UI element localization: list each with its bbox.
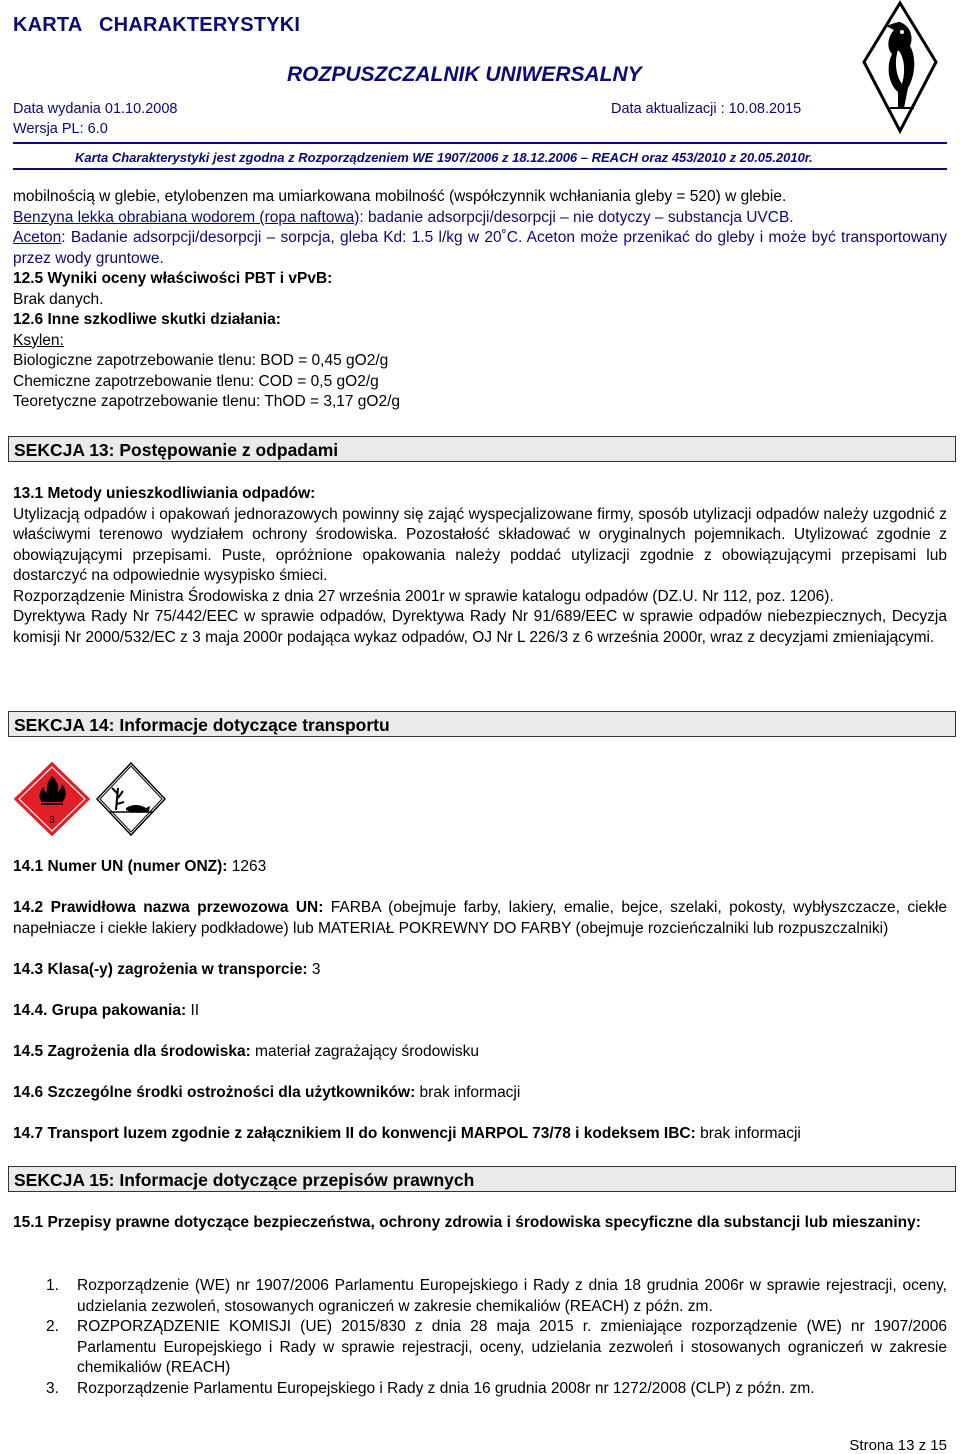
product-name: ROZPUSZCZALNIK UNIWERSALNY [287,63,642,86]
value-14-3: 3 [307,960,321,978]
heading-12-6: 12.6 Inne szkodliwe skutki działania: [13,311,281,328]
header-rule-top [13,142,947,144]
heading-14-4: 14.4. Grupa pakowania: [13,1001,187,1019]
no-data-text: Brak danych. [13,290,104,308]
item-14-7 [13,1124,947,1145]
section-14-content [13,857,947,1144]
flame-class-label: 3 [49,815,55,826]
section-13-content [13,484,947,648]
waste-paragraph-3: Dyrektywa Rady Nr 75/442/EEC w sprawie odpadów, Dyrektywa Rady Nr 91/689/EEC w sprawie odpadów niebezpiecznych, Decyzja komisji Nr 2000/532/EC z 3 maja 2000r podająca wykaz odpadów, OJ Nr L 226/3 z 6 września 2000r, wraz z decyzjami zmieniającymi. [13,608,947,646]
item-14-2 [13,898,947,939]
section-15-header: SEKCJA 15: Informacje dotyczące przepisów prawnych [8,1166,956,1192]
section-15-content [13,1213,947,1234]
regulations-list [13,1276,947,1399]
heading-14-1: 14.1 Numer UN (numer ONZ): [13,858,228,875]
cod-text: Chemiczne zapotrzebowanie tlenu: COD = 0,5 gO2/g [13,372,379,390]
list-item-number: 3. [46,1379,59,1397]
item-14-6 [13,1083,947,1104]
waste-paragraph-1: Utylizacją odpadów i opakowań jednorazowych powinny się zająć wyspecjalizowane firmy, sposób utylizacji odpadów należy uzgodnić z właściwymi terenowo wydziałem ochrony środowiska. Pozostałość składować w oryginalnych pojemnikach. Utylizować zgodnie z obowiązującymi przepisami. Puste, opróżnione opakowania należy poddać utylizacji zgodnie z obowiązującymi przepisami lub dostarczyć na odpowiednie wysypisko śmieci. [13,505,947,584]
mobility-text: mobilnością w glebie, etylobenzen ma umiarkowana mobilność (współczynnik wchłaniania gleby = 520) w glebie. [13,188,787,205]
heading-13-1: 13.1 Metody unieszkodliwiania odpadów: [13,485,316,502]
list-item [13,1379,947,1400]
update-date: Data aktualizacji : 10.08.2015 [611,101,802,117]
heading-14-2: 14.2 Prawidłowa nazwa przewozowa UN: [13,899,324,916]
list-item-text: Rozporządzenie Parlamentu Europejskiego i Rady z dnia 16 grudnia 2008r nr 1272/2008 (CLP) z późn. zm. [77,1379,815,1397]
benzyna-text: : badanie adsorpcji/desorpcji – nie dotyczy – substancja UVCB. [359,208,794,226]
heading-14-6: 14.6 Szczególne środki ostrożności dla użytkowników: [13,1083,416,1101]
flammable-pictogram-icon [12,760,92,838]
list-item [13,1317,947,1379]
value-14-2: FARBA (obejmuje farby, lakiery, emalie, bejce, szelaki, pokosty, wybłyszczacze, ciekłe napełniacze i ciekłe lakiery podkładowe) lub MATERIAŁ POKREWNY DO FARBY (obejmuje rozcieńczalniki lub rozpuszczalniki) [13,899,947,937]
regulation-note: Karta Charakterystyki jest zgodna z Rozporządzeniem WE 1907/2006 z 18.12.2006 – REACH oraz 453/2010 z 20.05.2010r. [75,150,813,165]
version: Wersja PL: 6.0 [13,121,108,137]
list-item-number: 2. [46,1318,59,1335]
heading-12-5: 12.5 Wyniki oceny właściwości PBT i vPvB: [13,270,333,287]
page-number: Strona 13 z 15 [849,1437,947,1454]
environment-hazard-icon [96,762,166,836]
thod-text: Teoretyczne zapotrzebowanie tlenu: ThOD = 3,17 gO2/g [13,393,401,410]
list-item-text: ROZPORZĄDZENIE KOMISJI (UE) 2015/830 z dnia 28 maja 2015 r. zmieniające rozporządzenie (WE) nr 1907/2006 Parlamentu Europejskiego i Rady w sprawie rejestracji, oceny, udzielania zezwoleń i stosowanych ograniczeń w zakresie chemikaliów (REACH) [77,1318,947,1376]
list-item-text: Rozporządzenie (WE) nr 1907/2006 Parlamentu Europejskiego i Rady z dnia 18 grudnia 2006r w sprawie rejestracji, oceny, udzielania zezwoleń, stosowanych ograniczeń w zakresie chemikaliów (REACH) z późn. zm. [77,1277,947,1315]
section-12-content [13,187,947,413]
item-14-1 [13,857,947,878]
company-logo [860,0,940,136]
issue-date: Data wydania 01.10.2008 [13,101,178,117]
benzyna-label: Benzyna lekka obrabiana wodorem (ropa naftowa) [13,208,360,226]
bod-text: Biologiczne zapotrzebowanie tlenu: BOD = 0,45 gO2/g [13,352,389,369]
aceton-label: Aceton [13,229,62,246]
aceton-paragraph [13,228,947,269]
value-14-1: 1263 [227,858,267,875]
list-item [13,1276,947,1317]
heading-15-1: 15.1 Przepisy prawne dotyczące bezpieczeństwa, ochrony zdrowia i środowiska specyficzne dla substancji lub mieszaniny: [13,1214,921,1231]
item-14-3 [13,960,947,981]
ksylen-label: Ksylen: [13,331,64,349]
aceton-text-2: Aceton może przenikać do gleby i może być transportowany przez wody gruntowe. [13,229,947,267]
aceton-text-1: : Badanie adsorpcji/desorpcji – sorpcja, gleba Kd: 1.5 l/kg w 20˚C. [61,229,523,246]
section-14-header: SEKCJA 14: Informacje dotyczące transportu [8,711,956,737]
value-14-6: brak informacji [415,1083,521,1101]
heading-14-7: 14.7 Transport luzem zgodnie z załącznikiem II do konwencji MARPOL 73/78 i kodeksem IBC: [13,1124,696,1142]
item-14-5 [13,1042,947,1063]
heading-14-3: 14.3 Klasa(-y) zagrożenia w transporcie: [13,960,308,978]
value-14-4: II [186,1001,200,1019]
list-item-number: 1. [46,1277,59,1294]
section-13-header: SEKCJA 13: Postępowanie z odpadami [8,436,956,462]
waste-paragraph-2: Rozporządzenie Ministra Środowiska z dnia 27 września 2001r w sprawie katalogu odpadów (DZ.U. Nr 112, poz. 1206). [13,587,834,605]
item-14-4 [13,1001,947,1022]
benzyna-paragraph [13,208,947,229]
document-title: KARTA CHARAKTERYSTYKI [13,14,301,36]
heading-14-5: 14.5 Zagrożenia dla środowiska: [13,1042,251,1060]
value-14-7: brak informacji [695,1124,801,1142]
header-rule-bottom [13,168,947,170]
value-14-5: materiał zagrażający środowisku [250,1042,480,1060]
